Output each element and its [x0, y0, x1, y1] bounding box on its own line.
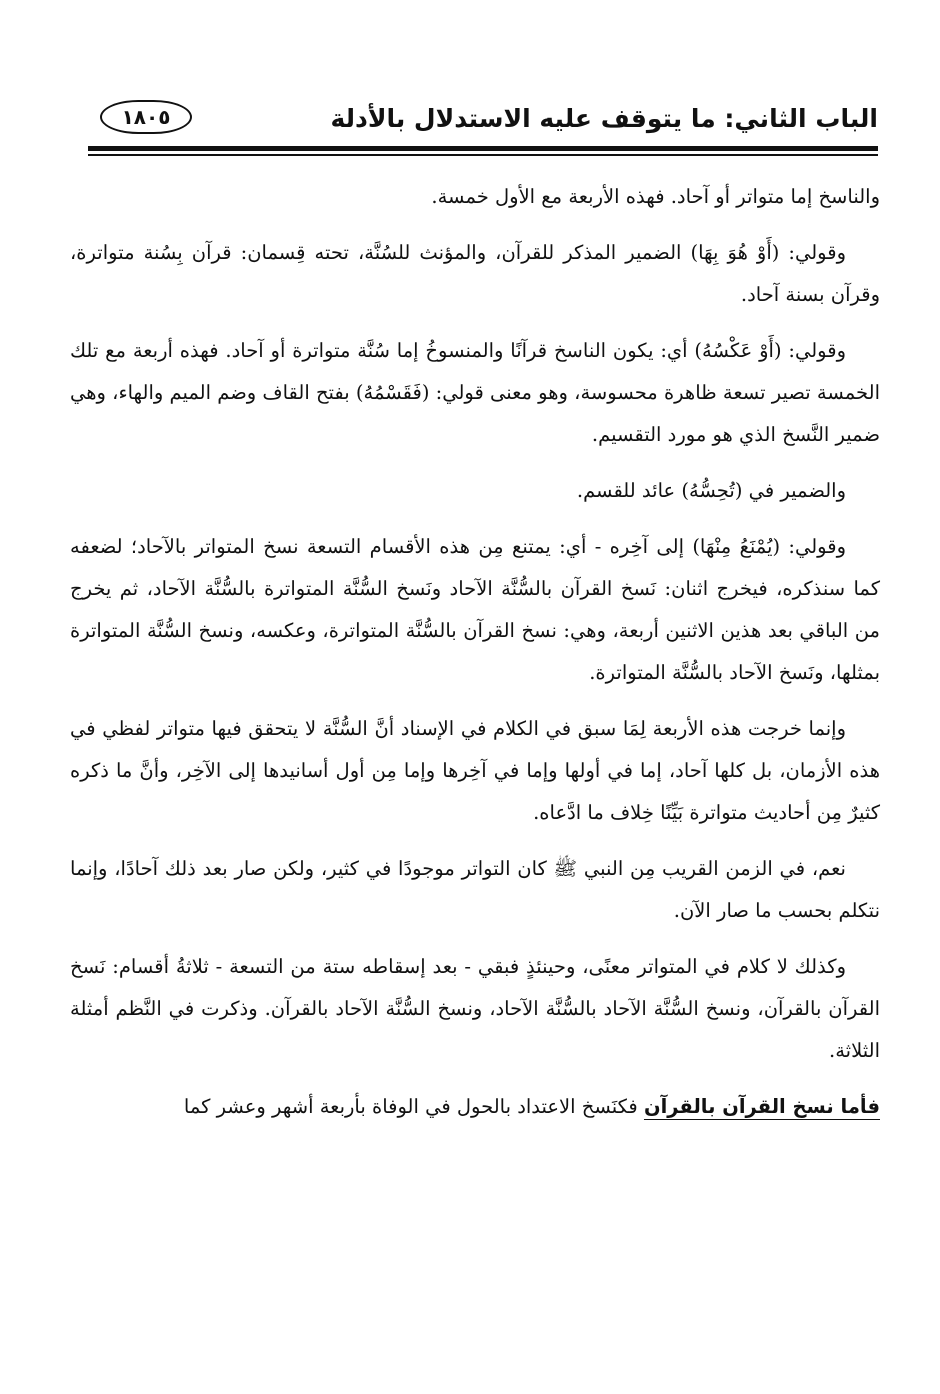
page-number: [100, 100, 192, 134]
body-text: [70, 176, 880, 1142]
paragraph-6: وإنما خرجت هذه الأربعة لِمَا سبق في الكلام في الإسناد أنَّ السُّنَّة لا يتحقق فيها متواتر لفظي في هذه الأزمان، بل كلها آحاد، إما في أولها وإما في آخِرها وإما مِن أول أسانيدها إلى الآخِر، وأنَّ ما ذكره كثيرٌ مِن أحاديث متواترة بَيِّنًا خِلاف ما ادَّعاه.: [70, 717, 880, 824]
paragraph-4: والضمير في (تُحِسُّهُ) عائد للقسم.: [576, 479, 846, 502]
paragraph-2: وقولي: (أَوْ هُوَ بِهَا) الضمير المذكر للقرآن، والمؤنث للسُنَّة، تحته قِسمان: قرآن بِسُنة متواترة، وقرآن بسنة آحاد.: [70, 241, 880, 306]
page-header: [88, 96, 878, 144]
header-rule-thin: [88, 154, 878, 156]
paragraph-9: [70, 1086, 880, 1128]
header-rule-thick: [88, 146, 878, 151]
running-title: الباب الثاني: ما يتوقف عليه الاستدلال بالأدلة: [330, 104, 878, 133]
paragraph-8: وكذلك لا كلام في المتواتر معنًى، وحينئذٍ فبقي - بعد إسقاطه ستة من التسعة - ثلاثةُ أقسام: نَسخ القرآن بالقرآن، ونسخ السُّنَّة الآحاد بالسُّنَّة الآحاد، ونسخ السُّنَّة الآحاد بالقرآن. وذكرت في النَّظم أمثلة الثلاثة.: [70, 955, 880, 1062]
paragraph-9-text: فكنَسخ الاعتداد بالحول في الوفاة بأربعة أشهر وعشر كما: [183, 1095, 644, 1118]
section-lead-underlined: فأما نسخ القرآن بالقرآن: [643, 1095, 880, 1118]
paragraph-5: وقولي: (يُمْنَعُ مِنْهَا) إلى آخِره - أي: يمتنع مِن هذه الأقسام التسعة نسخ المتواتر بالآحاد؛ لضعفه كما سنذكره، فيخرج اثنان: نَسخ القرآن بالسُّنَّة الآحاد ونَسخ السُّنَّة المتواترة بالسُّنَّة الآحاد، ثم يخرج من الباقي بعد هذين الاثنين أربعة، وهي: نسخ القرآن بالسُّنَّة المتواترة، وعكسه، ونسخ السُّنَّة المتواترة بمثلها، ونَسخ الآحاد بالسُّنَّة المتواترة.: [70, 535, 880, 684]
paragraph-1: والناسخ إما متواتر أو آحاد. فهذه الأربعة مع الأول خمسة.: [431, 185, 880, 208]
paragraph-7: نعم، في الزمن القريب مِن النبي ﷺ كان التواتر موجودًا في كثير، ولكن صار بعد ذلك آحادًا، وإنما نتكلم بحسب ما صار الآن.: [70, 857, 880, 922]
paragraph-3: وقولي: (أَوْ عَكْسُهُ) أي: يكون الناسخ قرآنًا والمنسوخُ إما سُنَّة متواترة أو آحاد. فهذه أربعة مع تلك الخمسة تصير تسعة ظاهرة محسوسة، وهو معنى قولي: (فَقَسْمُهُ) بفتح القاف وضم الميم والهاء، وهي ضمير النَّسخ الذي هو مورد التقسيم.: [70, 339, 880, 446]
page-number-text: ١٨٠٥: [121, 105, 171, 129]
